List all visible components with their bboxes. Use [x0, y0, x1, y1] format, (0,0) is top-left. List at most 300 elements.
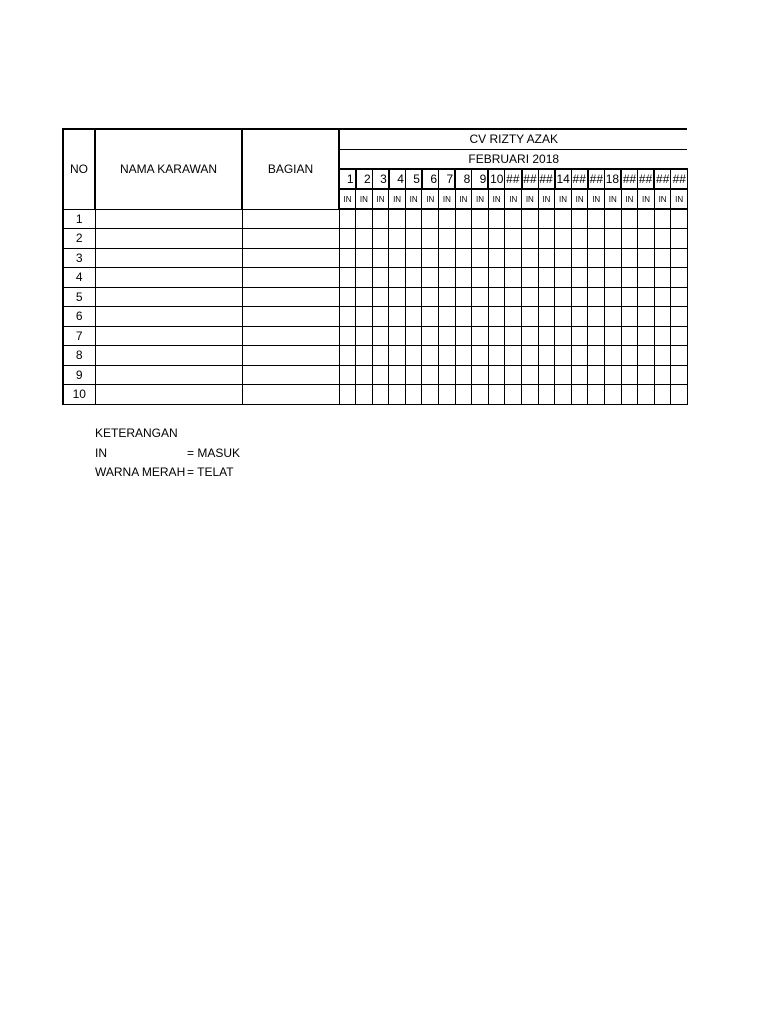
row-number: 10 [63, 385, 95, 405]
attendance-cell[interactable] [605, 287, 622, 307]
attendance-cell[interactable] [638, 287, 655, 307]
attendance-cell[interactable] [522, 385, 539, 405]
attendance-cell[interactable] [339, 385, 356, 405]
header-name: NAMA KARAWAN [95, 129, 242, 209]
attendance-cell[interactable] [472, 248, 489, 268]
attendance-cell[interactable] [389, 326, 406, 346]
day-header: 9 [472, 169, 489, 189]
attendance-cell[interactable] [356, 287, 373, 307]
attendance-cell[interactable] [455, 287, 472, 307]
attendance-cell[interactable] [405, 268, 422, 288]
table-row [63, 365, 687, 385]
attendance-cell[interactable] [472, 229, 489, 249]
company-title: CV RIZTY AZAK [339, 129, 687, 149]
attendance-cell[interactable] [422, 346, 439, 366]
attendance-cell[interactable] [505, 268, 522, 288]
attendance-cell[interactable] [671, 346, 688, 366]
attendance-cell[interactable] [522, 326, 539, 346]
attendance-cell[interactable] [505, 248, 522, 268]
attendance-cell[interactable] [405, 209, 422, 229]
attendance-cell[interactable] [339, 365, 356, 385]
day-header: ## [571, 169, 588, 189]
legend-item-in [95, 444, 240, 464]
attendance-cell[interactable] [538, 287, 555, 307]
attendance-cell[interactable] [356, 248, 373, 268]
table-row [63, 287, 687, 307]
attendance-cell[interactable] [621, 365, 638, 385]
attendance-cell[interactable] [654, 287, 671, 307]
attendance-cell[interactable] [671, 268, 688, 288]
status-label: IN [522, 189, 539, 209]
attendance-cell[interactable] [588, 248, 605, 268]
attendance-cell[interactable] [488, 326, 505, 346]
status-label: IN [671, 189, 688, 209]
day-header: 3 [372, 169, 389, 189]
row-number: 2 [63, 229, 95, 249]
dept-cell[interactable] [242, 307, 339, 327]
attendance-cell[interactable] [488, 229, 505, 249]
attendance-cell[interactable] [339, 307, 356, 327]
attendance-cell[interactable] [571, 307, 588, 327]
attendance-cell[interactable] [571, 209, 588, 229]
status-label: IN [372, 189, 389, 209]
day-header: ## [654, 169, 671, 189]
attendance-cell[interactable] [356, 268, 373, 288]
attendance-cell[interactable] [505, 209, 522, 229]
table-row [63, 326, 687, 346]
attendance-cell[interactable] [389, 346, 406, 366]
attendance-cell[interactable] [621, 346, 638, 366]
status-label: IN [654, 189, 671, 209]
status-label: IN [571, 189, 588, 209]
attendance-cell[interactable] [555, 346, 572, 366]
attendance-cell[interactable] [638, 385, 655, 405]
attendance-cell[interactable] [555, 365, 572, 385]
attendance-cell[interactable] [389, 385, 406, 405]
attendance-cell[interactable] [571, 346, 588, 366]
month-title: FEBRUARI 2018 [339, 149, 687, 169]
attendance-cell[interactable] [422, 365, 439, 385]
attendance-cell[interactable] [505, 307, 522, 327]
status-label: IN [538, 189, 555, 209]
attendance-cell[interactable] [588, 326, 605, 346]
attendance-cell[interactable] [588, 287, 605, 307]
attendance-cell[interactable] [538, 209, 555, 229]
attendance-cell[interactable] [621, 307, 638, 327]
header-dept: BAGIAN [242, 129, 339, 209]
day-header: 10 [488, 169, 505, 189]
attendance-cell[interactable] [405, 346, 422, 366]
row-number: 8 [63, 346, 95, 366]
attendance-cell[interactable] [621, 385, 638, 405]
attendance-cell[interactable] [555, 385, 572, 405]
attendance-cell[interactable] [488, 385, 505, 405]
name-cell[interactable] [95, 229, 242, 249]
attendance-cell[interactable] [588, 365, 605, 385]
attendance-cell[interactable] [671, 287, 688, 307]
attendance-cell[interactable] [356, 307, 373, 327]
attendance-cell[interactable] [505, 326, 522, 346]
attendance-cell[interactable] [389, 268, 406, 288]
attendance-cell[interactable] [555, 248, 572, 268]
attendance-cell[interactable] [538, 248, 555, 268]
table-row [63, 346, 687, 366]
attendance-cell[interactable] [439, 365, 456, 385]
attendance-cell[interactable] [372, 248, 389, 268]
attendance-cell[interactable] [339, 209, 356, 229]
name-cell[interactable] [95, 365, 242, 385]
attendance-cell[interactable] [488, 248, 505, 268]
day-header: ## [621, 169, 638, 189]
attendance-cell[interactable] [389, 287, 406, 307]
attendance-cell[interactable] [439, 307, 456, 327]
attendance-cell[interactable] [422, 209, 439, 229]
attendance-cell[interactable] [372, 307, 389, 327]
attendance-cell[interactable] [439, 248, 456, 268]
attendance-cell[interactable] [522, 307, 539, 327]
status-label: IN [588, 189, 605, 209]
attendance-cell[interactable] [654, 326, 671, 346]
attendance-cell[interactable] [538, 385, 555, 405]
attendance-cell[interactable] [389, 248, 406, 268]
attendance-cell[interactable] [472, 326, 489, 346]
attendance-cell[interactable] [472, 307, 489, 327]
table-row [63, 229, 687, 249]
attendance-cell[interactable] [671, 248, 688, 268]
attendance-cell[interactable] [654, 307, 671, 327]
attendance-cell[interactable] [455, 326, 472, 346]
name-cell[interactable] [95, 268, 242, 288]
status-label: IN [339, 189, 356, 209]
attendance-cell[interactable] [522, 365, 539, 385]
attendance-cell[interactable] [538, 365, 555, 385]
attendance-cell[interactable] [472, 287, 489, 307]
attendance-cell[interactable] [356, 365, 373, 385]
dept-cell[interactable] [242, 346, 339, 366]
day-header: 2 [356, 169, 373, 189]
row-number: 1 [63, 209, 95, 229]
status-label: IN [488, 189, 505, 209]
status-label: IN [605, 189, 622, 209]
attendance-cell[interactable] [455, 385, 472, 405]
attendance-cell[interactable] [555, 268, 572, 288]
attendance-cell[interactable] [339, 229, 356, 249]
table-row [63, 307, 687, 327]
attendance-cell[interactable] [339, 268, 356, 288]
attendance-cell[interactable] [488, 307, 505, 327]
attendance-cell[interactable] [605, 365, 622, 385]
attendance-cell[interactable] [605, 209, 622, 229]
attendance-cell[interactable] [522, 248, 539, 268]
attendance-cell[interactable] [571, 385, 588, 405]
attendance-cell[interactable] [439, 268, 456, 288]
name-cell[interactable] [95, 209, 242, 229]
day-header: 18 [605, 169, 622, 189]
day-header: ## [538, 169, 555, 189]
attendance-cell[interactable] [389, 307, 406, 327]
attendance-cell[interactable] [571, 287, 588, 307]
name-cell[interactable] [95, 326, 242, 346]
attendance-cell[interactable] [671, 229, 688, 249]
attendance-cell[interactable] [405, 326, 422, 346]
dept-cell[interactable] [242, 385, 339, 405]
attendance-cell[interactable] [571, 248, 588, 268]
attendance-cell[interactable] [505, 385, 522, 405]
attendance-cell[interactable] [638, 229, 655, 249]
attendance-cell[interactable] [621, 248, 638, 268]
status-label: IN [439, 189, 456, 209]
attendance-cell[interactable] [522, 346, 539, 366]
attendance-cell[interactable] [505, 346, 522, 366]
attendance-cell[interactable] [555, 229, 572, 249]
name-cell[interactable] [95, 385, 242, 405]
status-label: IN [356, 189, 373, 209]
attendance-cell[interactable] [488, 268, 505, 288]
status-label: IN [422, 189, 439, 209]
attendance-cell[interactable] [621, 209, 638, 229]
name-cell[interactable] [95, 287, 242, 307]
row-number: 9 [63, 365, 95, 385]
attendance-cell[interactable] [405, 365, 422, 385]
status-label: IN [505, 189, 522, 209]
dept-cell[interactable] [242, 287, 339, 307]
attendance-cell[interactable] [339, 248, 356, 268]
attendance-cell[interactable] [538, 307, 555, 327]
attendance-cell[interactable] [356, 209, 373, 229]
dept-cell[interactable] [242, 268, 339, 288]
attendance-cell[interactable] [621, 326, 638, 346]
attendance-cell[interactable] [439, 287, 456, 307]
table-row [63, 268, 687, 288]
attendance-cell[interactable] [405, 307, 422, 327]
attendance-cell[interactable] [671, 365, 688, 385]
attendance-cell[interactable] [522, 209, 539, 229]
attendance-cell[interactable] [638, 268, 655, 288]
attendance-cell[interactable] [538, 346, 555, 366]
attendance-cell[interactable] [439, 385, 456, 405]
attendance-cell[interactable] [389, 229, 406, 249]
header-no: NO [63, 129, 95, 209]
status-label: IN [621, 189, 638, 209]
attendance-cell[interactable] [472, 268, 489, 288]
row-number: 6 [63, 307, 95, 327]
attendance-cell[interactable] [638, 326, 655, 346]
attendance-cell[interactable] [439, 209, 456, 229]
attendance-cell[interactable] [522, 287, 539, 307]
attendance-cell[interactable] [455, 268, 472, 288]
attendance-cell[interactable] [356, 326, 373, 346]
legend-key: WARNA MERAH [95, 465, 186, 479]
attendance-cell[interactable] [405, 229, 422, 249]
attendance-cell[interactable] [555, 307, 572, 327]
status-label: IN [405, 189, 422, 209]
row-number: 5 [63, 287, 95, 307]
attendance-sheet [62, 128, 688, 405]
attendance-cell[interactable] [638, 346, 655, 366]
attendance-cell[interactable] [405, 385, 422, 405]
day-header: 7 [439, 169, 456, 189]
status-label: IN [455, 189, 472, 209]
attendance-cell[interactable] [605, 248, 622, 268]
attendance-cell[interactable] [654, 248, 671, 268]
day-header: 1 [339, 169, 356, 189]
table-row [63, 248, 687, 268]
attendance-cell[interactable] [605, 326, 622, 346]
attendance-cell[interactable] [372, 385, 389, 405]
name-cell[interactable] [95, 248, 242, 268]
attendance-cell[interactable] [588, 229, 605, 249]
row-number: 4 [63, 268, 95, 288]
attendance-cell[interactable] [638, 248, 655, 268]
legend-key: IN [95, 445, 107, 460]
attendance-cell[interactable] [422, 229, 439, 249]
attendance-cell[interactable] [422, 268, 439, 288]
attendance-cell[interactable] [555, 209, 572, 229]
attendance-cell[interactable] [455, 307, 472, 327]
attendance-cell[interactable] [339, 287, 356, 307]
attendance-cell[interactable] [671, 326, 688, 346]
attendance-cell[interactable] [671, 209, 688, 229]
dept-cell[interactable] [242, 229, 339, 249]
dept-cell[interactable] [242, 209, 339, 229]
attendance-cell[interactable] [588, 385, 605, 405]
legend-item-late [95, 463, 240, 483]
attendance-cell[interactable] [488, 346, 505, 366]
attendance-cell[interactable] [571, 229, 588, 249]
attendance-cell[interactable] [339, 326, 356, 346]
attendance-cell[interactable] [605, 268, 622, 288]
attendance-cell[interactable] [472, 346, 489, 366]
attendance-cell[interactable] [621, 268, 638, 288]
day-header: ## [638, 169, 655, 189]
attendance-cell[interactable] [422, 385, 439, 405]
attendance-cell[interactable] [455, 346, 472, 366]
attendance-cell[interactable] [455, 365, 472, 385]
attendance-cell[interactable] [654, 268, 671, 288]
attendance-cell[interactable] [588, 307, 605, 327]
attendance-cell[interactable] [505, 365, 522, 385]
attendance-cell[interactable] [372, 365, 389, 385]
table-row [63, 209, 687, 229]
attendance-cell[interactable] [455, 209, 472, 229]
attendance-cell[interactable] [422, 326, 439, 346]
attendance-cell[interactable] [472, 365, 489, 385]
attendance-cell[interactable] [638, 209, 655, 229]
attendance-cell[interactable] [505, 229, 522, 249]
attendance-cell[interactable] [522, 268, 539, 288]
attendance-cell[interactable] [605, 385, 622, 405]
attendance-cell[interactable] [389, 209, 406, 229]
attendance-cell[interactable] [588, 209, 605, 229]
attendance-cell[interactable] [372, 268, 389, 288]
attendance-cell[interactable] [538, 229, 555, 249]
day-header: ## [522, 169, 539, 189]
attendance-cell[interactable] [654, 365, 671, 385]
attendance-cell[interactable] [488, 365, 505, 385]
attendance-cell[interactable] [621, 287, 638, 307]
day-header: 8 [455, 169, 472, 189]
attendance-cell[interactable] [605, 307, 622, 327]
attendance-cell[interactable] [356, 346, 373, 366]
day-header: ## [505, 169, 522, 189]
attendance-cell[interactable] [588, 268, 605, 288]
attendance-cell[interactable] [654, 229, 671, 249]
attendance-cell[interactable] [372, 287, 389, 307]
name-cell[interactable] [95, 346, 242, 366]
attendance-cell[interactable] [538, 326, 555, 346]
day-header: 4 [389, 169, 406, 189]
attendance-cell[interactable] [422, 248, 439, 268]
attendance-cell[interactable] [339, 346, 356, 366]
attendance-cell[interactable] [372, 326, 389, 346]
attendance-cell[interactable] [671, 385, 688, 405]
attendance-cell[interactable] [372, 229, 389, 249]
row-number: 3 [63, 248, 95, 268]
attendance-cell[interactable] [356, 229, 373, 249]
attendance-cell[interactable] [405, 287, 422, 307]
attendance-cell[interactable] [488, 287, 505, 307]
attendance-cell[interactable] [472, 385, 489, 405]
attendance-cell[interactable] [638, 307, 655, 327]
attendance-cell[interactable] [638, 365, 655, 385]
legend-title: KETERANGAN [95, 426, 178, 440]
attendance-cell[interactable] [654, 346, 671, 366]
attendance-cell[interactable] [422, 307, 439, 327]
attendance-cell[interactable] [555, 326, 572, 346]
attendance-cell[interactable] [654, 385, 671, 405]
dept-cell[interactable] [242, 248, 339, 268]
attendance-cell[interactable] [356, 385, 373, 405]
attendance-cell[interactable] [571, 268, 588, 288]
attendance-cell[interactable] [439, 346, 456, 366]
attendance-cell[interactable] [488, 209, 505, 229]
legend-value: = MASUK [187, 445, 241, 460]
attendance-cell[interactable] [671, 307, 688, 327]
status-label: IN [389, 189, 406, 209]
attendance-cell[interactable] [605, 229, 622, 249]
attendance-cell[interactable] [538, 268, 555, 288]
legend [95, 424, 240, 483]
attendance-cell[interactable] [422, 287, 439, 307]
attendance-cell[interactable] [588, 346, 605, 366]
attendance-cell[interactable] [455, 248, 472, 268]
attendance-cell[interactable] [439, 229, 456, 249]
dept-cell[interactable] [242, 365, 339, 385]
row-number: 7 [63, 326, 95, 346]
name-cell[interactable] [95, 307, 242, 327]
attendance-cell[interactable] [571, 365, 588, 385]
status-label: IN [555, 189, 572, 209]
attendance-cell[interactable] [405, 248, 422, 268]
attendance-cell[interactable] [455, 229, 472, 249]
attendance-cell[interactable] [621, 229, 638, 249]
legend-value: = TELAT [187, 465, 234, 479]
status-label: IN [638, 189, 655, 209]
dept-cell[interactable] [242, 326, 339, 346]
attendance-cell[interactable] [571, 326, 588, 346]
attendance-cell[interactable] [505, 287, 522, 307]
attendance-cell[interactable] [605, 346, 622, 366]
day-header: ## [671, 169, 688, 189]
attendance-cell[interactable] [522, 229, 539, 249]
attendance-cell[interactable] [372, 346, 389, 366]
attendance-cell[interactable] [439, 326, 456, 346]
attendance-cell[interactable] [372, 209, 389, 229]
attendance-cell[interactable] [472, 209, 489, 229]
attendance-cell[interactable] [555, 287, 572, 307]
attendance-cell[interactable] [654, 209, 671, 229]
attendance-cell[interactable] [389, 365, 406, 385]
